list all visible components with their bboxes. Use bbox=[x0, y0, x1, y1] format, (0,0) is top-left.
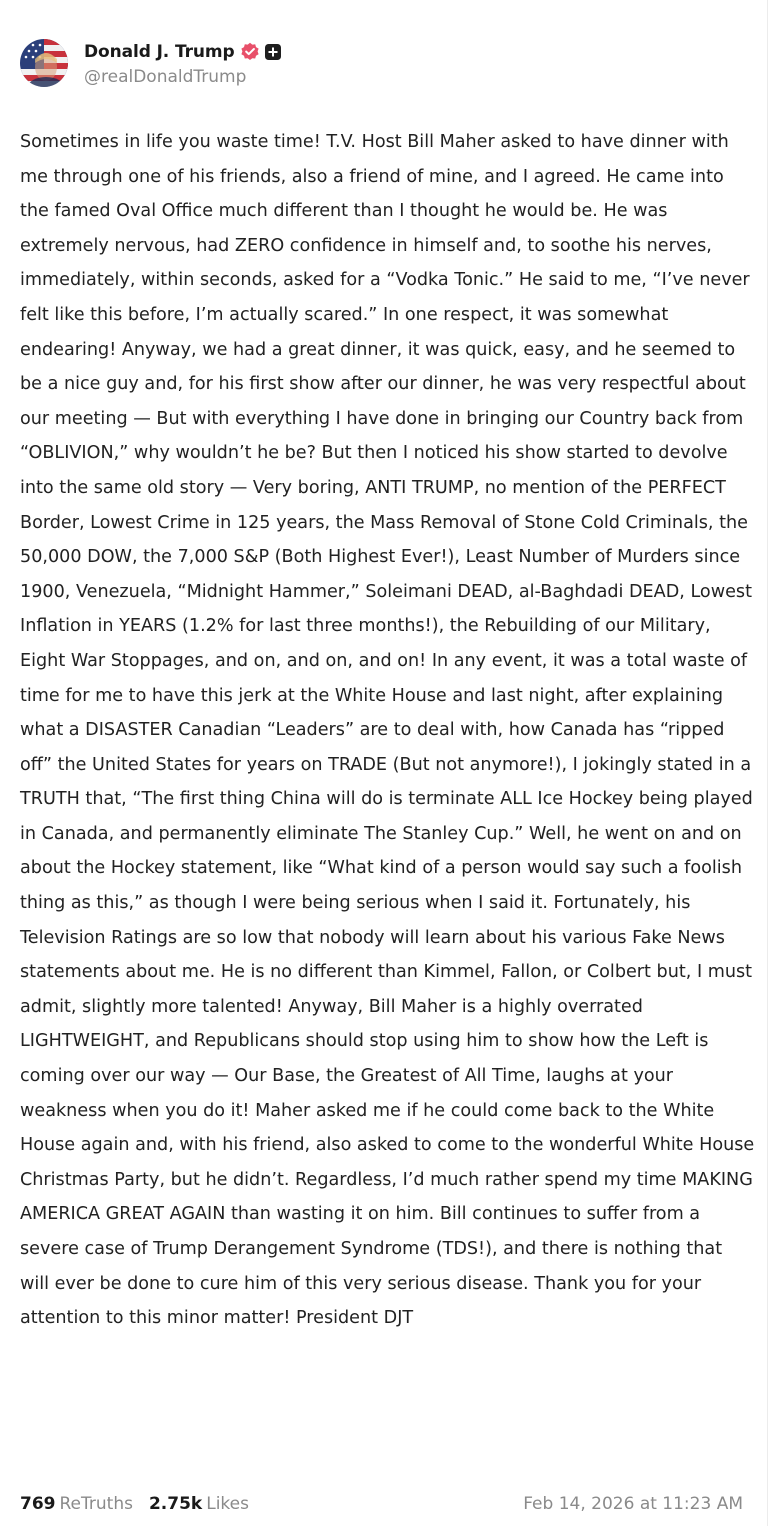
author-names bbox=[84, 39, 282, 88]
post-timestamp[interactable]: Feb 14, 2026 at 11:23 AM bbox=[523, 1494, 743, 1514]
post-header bbox=[20, 38, 282, 88]
likes-label: Likes bbox=[206, 1494, 249, 1514]
author-display-name[interactable]: Donald J. Trump bbox=[84, 41, 235, 62]
author-handle[interactable]: @realDonaldTrump bbox=[84, 66, 247, 87]
likes-count: 2.75k bbox=[148, 1494, 203, 1514]
plus-badge-icon bbox=[264, 43, 282, 61]
flag-portrait-avatar-icon bbox=[20, 39, 68, 87]
verified-badge-icon bbox=[240, 42, 260, 62]
post-body-text: Sometimes in life you waste time! T.V. Host Bill Maher asked to have dinner with me through one of his friends, also a friend of mine, and I agreed. He came into the famed Oval Office much different than I thought he would be. He was extremely nervous, had ZERO confidence in himself and, to soothe his nerves, immediately, within seconds, asked for a “Vodka Tonic.” He said to me, “I’ve never felt like this before, I’m actually scared.” In one respect, it was somewhat endearing! Anyway, we had a great dinner, it was quick, easy, and he seemed to be a nice guy and, for his first show after our dinner, he was very respectful about our meeting — But with everything I have done in bringing our Country back from “OBLIVION,” why wouldn’t he be? But then I noticed his show started to devolve into the same old story — Very boring, ANTI TRUMP, no mention of the PERFECT Border, Lowest Crime in 125 years, the Mass Removal of Stone Cold Criminals, the 50,000 DOW, the 7,000 S&P (Both Highest Ever!), Least Number of Murders since 1900, Venezuela, “Midnight Hammer,” Soleimani DEAD, al-Baghdadi DEAD, Lowest Inflation in YEARS (1.2% for last three months!), the Rebuilding of our Military, Eight War Stoppages, and on, and on, and on! In any event, it was a total waste of time for me to have this jerk at the White House and last night, after explaining what a DISASTER Canadian “Leaders” are to deal with, how Canada has “ripped off” the United States for years on TRADE (But not anymore!), I jokingly stated in a TRUTH that, “The first thing China will do is terminate ALL Ice Hockey being played in Canada, and permanently eliminate The Stanley Cup.” Well, he went on and on about the Hockey statement, like “What kind of a person would say such a foolish thing as this,” as though I were being serious when I said it. Fortunately, his Television Ratings are so low that nobody will learn about his various Fake News statements about me. He is no different than Kimmel, Fallon, or Colbert but, I must admit, slightly more talented! Anyway, Bill Maher is a highly overrated LIGHTWEIGHT, and Republicans should stop using him to show how the Left is coming over our way — Our Base, the Greatest of All Time, laughs at your weakness when you do it! Maher asked me if he could come back to the White House again and, with his friend, also asked to come to the wonderful White House Christmas Party, but he didn’t. Regardless, I’d much rather spend my time MAKING AMERICA GREAT AGAIN than wasting it on him. Bill continues to suffer from a severe case of Trump Derangement Syndrome (TDS!), and there is nothing that will ever be done to cure him of this very serious disease. Thank you for your attention to this minor matter! President DJT bbox=[20, 132, 755, 1329]
avatar[interactable] bbox=[20, 39, 68, 87]
retruths-label: ReTruths bbox=[59, 1494, 133, 1514]
post-footer bbox=[20, 1490, 743, 1518]
retruths-count: 769 bbox=[20, 1494, 56, 1514]
likes-stat[interactable] bbox=[149, 1494, 249, 1514]
retruths-stat[interactable] bbox=[20, 1494, 133, 1514]
name-row bbox=[84, 39, 282, 65]
